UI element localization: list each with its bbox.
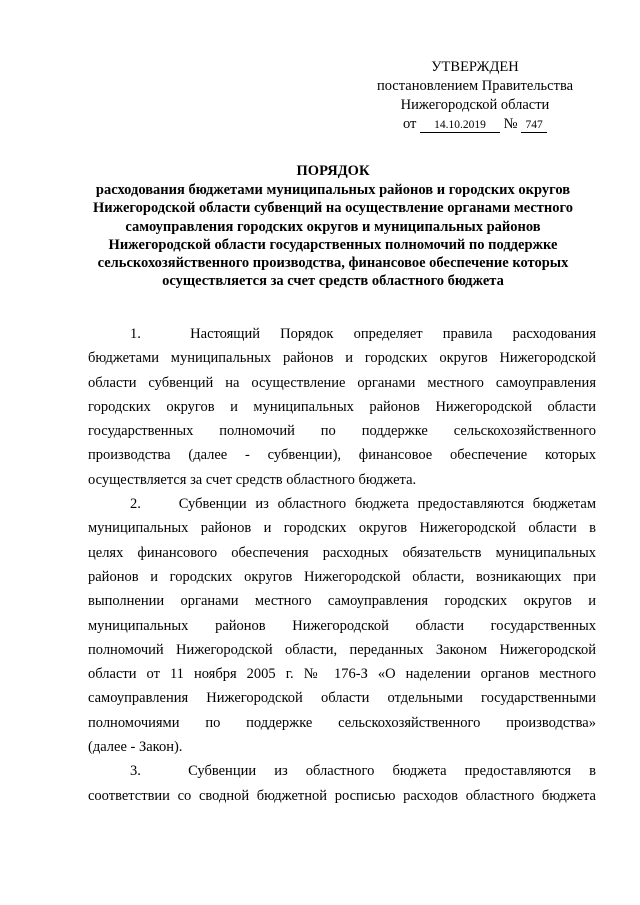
- approval-date: 14.10.2019: [420, 119, 500, 133]
- text-line: целях финансового обеспечения расходных обязательств муниципальных: [88, 544, 596, 561]
- approval-line-2: Нижегородской области: [400, 97, 550, 113]
- text-line: самоуправления Нижегородской области отдельными государственными: [88, 690, 596, 707]
- title-main: ПОРЯДОК: [296, 163, 370, 179]
- text-line: осуществляется за счет средств областного бюджета.: [88, 471, 417, 488]
- text-line: районов и городских округов Нижегородской области, возникающих при: [88, 568, 596, 585]
- title-line: осуществляется за счет средств областного бюджета: [162, 273, 504, 290]
- text-line: полномочиями по поддержке сельскохозяйственного производства»: [88, 714, 596, 731]
- document-body: [88, 322, 596, 808]
- text-line: бюджетами муниципальных районов и городских округов Нижегородской: [88, 350, 596, 367]
- text-line: [88, 322, 596, 346]
- paragraph-number: 1.: [130, 326, 141, 342]
- title-line: расходования бюджетами муниципальных районов и городских округов: [95, 182, 571, 199]
- text-line: (далее - Закон).: [88, 739, 183, 756]
- text-line: городских округов и муниципальных районов Нижегородской области: [88, 398, 596, 415]
- approval-line-1: постановлением Правительства: [376, 78, 574, 94]
- paragraph-1: [88, 322, 596, 492]
- approval-date-row: [355, 115, 595, 134]
- text-line: муниципальных районов Нижегородской области государственных: [88, 617, 596, 634]
- paragraph-3: [88, 759, 596, 808]
- text-line: муниципальных районов и городских округов Нижегородской области в: [88, 520, 596, 537]
- date-prefix: от: [402, 116, 417, 132]
- text-line: соответствии со сводной бюджетной росписью расходов областного бюджета: [88, 787, 596, 804]
- text-line: [88, 492, 596, 516]
- text-line-content: Настоящий Порядок определяет правила расходования: [190, 326, 596, 342]
- paragraph-number: 2.: [130, 496, 141, 513]
- approval-heading: УТВЕРЖДЕН: [431, 59, 519, 75]
- paragraph-2: [88, 492, 596, 759]
- title-line: Нижегородской области субвенций на осуществление органами местного: [93, 200, 573, 217]
- text-line-content: Субвенции из областного бюджета предоставляются в: [188, 763, 597, 780]
- text-line: [88, 759, 596, 783]
- approval-number: 747: [521, 119, 547, 133]
- document-title: [78, 162, 588, 290]
- text-line: производства (далее - субвенции), финансовое обеспечение которых: [88, 447, 596, 464]
- text-line: государственных полномочий по поддержке сельскохозяйственного: [88, 423, 596, 440]
- text-line: полномочий Нижегородской области, переданных Законом Нижегородской: [88, 641, 596, 658]
- text-line: области субвенций на осуществление органами местного самоуправления: [88, 374, 596, 391]
- text-line: выполнении органами местного самоуправления городских округов и: [88, 593, 596, 610]
- title-line: сельскохозяйственного производства, финансовое обеспечение которых: [97, 255, 569, 272]
- approval-stamp: [355, 58, 595, 134]
- text-line: области от 11 ноября 2005 г. № 176-З «О наделении органов местного: [88, 666, 596, 683]
- title-line: Нижегородской области государственных полномочий по поддержке: [108, 236, 558, 253]
- text-line-content: Субвенции из областного бюджета предоставляются бюджетам: [178, 496, 596, 513]
- number-sign: №: [503, 116, 518, 132]
- title-line: самоуправления городских округов и муниципальных районов: [125, 218, 541, 235]
- paragraph-number: 3.: [130, 763, 141, 780]
